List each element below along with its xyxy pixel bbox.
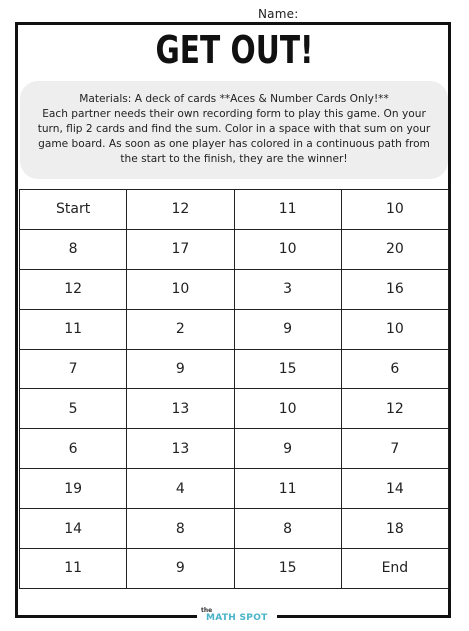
instructions-box	[20, 81, 448, 179]
board-cell[interactable]: 15	[234, 549, 341, 589]
board-row	[20, 469, 449, 509]
board-cell[interactable]: 10	[234, 389, 341, 429]
instructions-text: Each partner needs their own recording form to play this game. On your turn, flip 2 cards and find the sum. Color in a space with that sum on your game board. As soon as one player has colored in a continuous path from the start to the finish, they are the winner!	[37, 108, 431, 165]
board-cell[interactable]: 8	[234, 509, 341, 549]
board-cell[interactable]: 9	[127, 549, 234, 589]
board-row	[20, 549, 449, 589]
page-title: GET OUT!	[155, 28, 314, 72]
board-cell[interactable]: 2	[127, 309, 234, 349]
board-cell[interactable]: 6	[341, 349, 448, 389]
name-label: Name:	[258, 7, 299, 21]
board-cell[interactable]: 9	[127, 349, 234, 389]
board-cell[interactable]: 12	[20, 269, 127, 309]
board-cell[interactable]: 10	[127, 269, 234, 309]
board-cell[interactable]: 10	[234, 229, 341, 269]
board-cell[interactable]: 8	[127, 509, 234, 549]
board-cell[interactable]: 16	[341, 269, 448, 309]
board-cell[interactable]: End	[341, 549, 448, 589]
board-cell[interactable]: 4	[127, 469, 234, 509]
board-cell[interactable]: 12	[341, 389, 448, 429]
board-cell[interactable]: 13	[127, 429, 234, 469]
board-row	[20, 229, 449, 269]
board-cell[interactable]: 9	[234, 309, 341, 349]
board-cell[interactable]: 7	[20, 349, 127, 389]
board-cell[interactable]: 14	[341, 469, 448, 509]
board-cell[interactable]: 17	[127, 229, 234, 269]
board-cell[interactable]: 11	[234, 190, 341, 230]
board-cell[interactable]: 18	[341, 509, 448, 549]
board-cell[interactable]: 5	[20, 389, 127, 429]
board-cell[interactable]: 3	[234, 269, 341, 309]
board-cell[interactable]: 13	[127, 389, 234, 429]
board-cell[interactable]: 11	[20, 309, 127, 349]
board-cell[interactable]: 9	[234, 429, 341, 469]
game-board	[19, 189, 449, 589]
materials-text: Materials: A deck of cards **Aces & Number Cards Only!**	[79, 93, 389, 105]
board-cell[interactable]: 6	[20, 429, 127, 469]
board-cell[interactable]: 11	[20, 549, 127, 589]
board-cell[interactable]: 8	[20, 229, 127, 269]
board-cell[interactable]: 19	[20, 469, 127, 509]
board-cell[interactable]: 20	[341, 229, 448, 269]
math-spot-logo	[197, 606, 277, 628]
board-row	[20, 309, 449, 349]
board-cell[interactable]: Start	[20, 190, 127, 230]
board-row	[20, 509, 449, 549]
board-cell[interactable]: 11	[234, 469, 341, 509]
board-cell[interactable]: 15	[234, 349, 341, 389]
board-row	[20, 389, 449, 429]
board-cell[interactable]: 10	[341, 309, 448, 349]
board-row	[20, 269, 449, 309]
board-row	[20, 190, 449, 230]
board-row	[20, 429, 449, 469]
board-cell[interactable]: 12	[127, 190, 234, 230]
board-cell[interactable]: 10	[341, 190, 448, 230]
board-row	[20, 349, 449, 389]
logo-main-text: MATH SPOT	[206, 613, 268, 623]
board-cell[interactable]: 7	[341, 429, 448, 469]
logo-small-text: the	[201, 607, 213, 614]
board-cell[interactable]: 14	[20, 509, 127, 549]
